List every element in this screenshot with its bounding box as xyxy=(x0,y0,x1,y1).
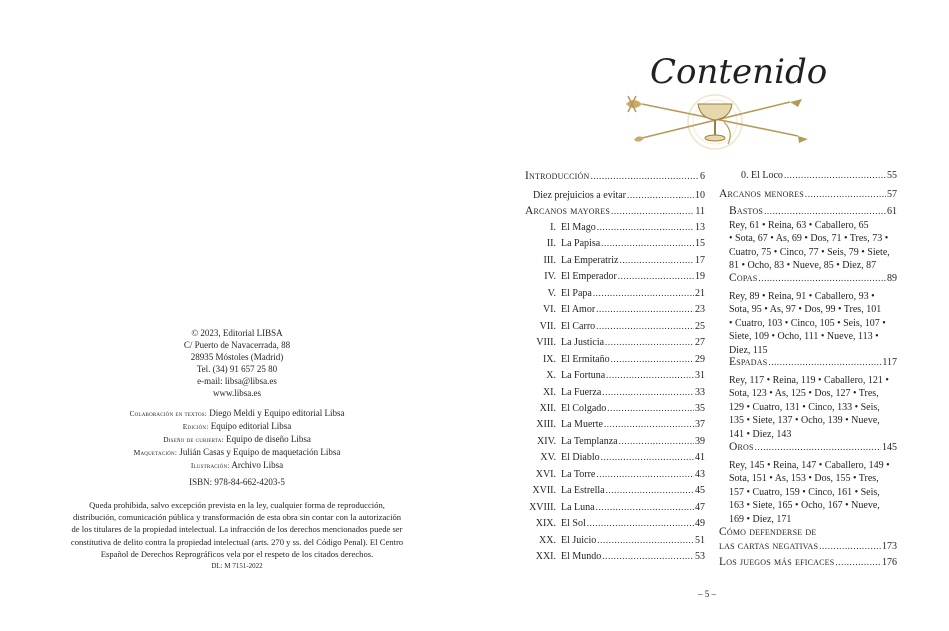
toc-page: 89 xyxy=(887,273,897,284)
roman-numeral: XIII. xyxy=(536,419,556,431)
roman-numeral: XXI. xyxy=(535,551,556,562)
entry-line: Cuatro, 75 • Cinco, 77 • Seis, 79 • Siete, xyxy=(729,246,890,258)
leader-dots xyxy=(618,271,694,281)
leader-dots xyxy=(593,288,694,298)
toc-label: Oros xyxy=(729,441,754,453)
leader-dots xyxy=(602,551,694,561)
credit-label: Maquetación: xyxy=(133,448,178,457)
toc-page: 39 xyxy=(695,435,705,447)
toc-page: 61 xyxy=(887,206,897,217)
entry-line: Sota, 95 • As, 97 • Dos, 99 • Tres, 101 xyxy=(729,304,882,316)
entry-line: Siete, 109 • Ocho, 111 • Nueve, 113 • xyxy=(729,331,879,343)
roman-numeral: VI. xyxy=(542,304,556,316)
toc-label: Introducción xyxy=(525,170,590,182)
toc-label xyxy=(520,255,618,266)
legal-notice xyxy=(0,499,474,572)
card-name: La Estrella xyxy=(561,485,605,497)
toc-label xyxy=(520,321,595,332)
toc-label xyxy=(520,304,595,315)
credit-value: Diego Meldi y Equipo editorial Libsa xyxy=(209,408,345,418)
toc-label: 0. El Loco xyxy=(741,170,783,181)
credit-line xyxy=(0,420,474,433)
toc-prejuicios[interactable] xyxy=(533,190,705,201)
publisher-info xyxy=(0,327,474,399)
toc-page: 37 xyxy=(695,419,705,431)
credit-label: Colaboración en textos: xyxy=(129,409,208,418)
legal-line: distribución, comunicación pública y transformación de esta obra sin contar con la autorización xyxy=(72,512,402,523)
leader-dots xyxy=(619,255,694,265)
credit-label: Ilustración: xyxy=(190,461,230,470)
leader-dots xyxy=(596,469,694,479)
roman-numeral: XI. xyxy=(542,386,556,398)
page-title: Contenido xyxy=(650,52,828,92)
card-name: El Colgado xyxy=(561,402,607,414)
toc-page: 31 xyxy=(695,370,705,382)
roman-numeral: XIV. xyxy=(537,435,556,447)
toc-page: 35 xyxy=(695,402,705,414)
toc-label xyxy=(520,288,592,299)
card-name: La Justicia xyxy=(561,337,605,349)
leader-dots xyxy=(597,535,694,545)
legal-deposit: DL: M 7151-2022 xyxy=(211,562,263,571)
entry-line: Sota, 123 • As, 125 • Dos, 127 • Tres, xyxy=(729,388,879,400)
publisher-address: C/ Puerto de Navacerrada, 88 xyxy=(183,340,291,350)
toc-label xyxy=(520,436,618,447)
credit-line xyxy=(0,407,474,420)
toc-page: 55 xyxy=(887,170,897,181)
roman-numeral: XVII. xyxy=(532,485,556,497)
credit-value: Julián Casas y Equipo de maquetación Libsa xyxy=(179,447,341,457)
card-name: La Papisa xyxy=(561,238,601,250)
toc-label xyxy=(520,370,605,381)
toc-label xyxy=(520,469,595,480)
toc-label xyxy=(520,403,606,414)
roman-numeral: XX. xyxy=(539,534,556,546)
toc-page: 43 xyxy=(695,468,705,480)
toc-label xyxy=(520,535,596,546)
copyright-line: © 2023, Editorial LIBSA xyxy=(191,328,283,338)
leader-dots xyxy=(764,206,886,216)
toc-major-arcana-item[interactable] xyxy=(520,370,705,381)
roman-numeral: XIX. xyxy=(535,518,556,530)
entry-line: 129 • Cuatro, 131 • Cinco, 133 • Seis, xyxy=(729,401,880,413)
leader-dots xyxy=(596,304,694,314)
credit-label: Diseño de cubierta: xyxy=(163,435,224,444)
publisher-email: e-mail: libsa@libsa.es xyxy=(197,376,277,386)
leader-dots xyxy=(768,357,881,367)
toc-major-arcana-item[interactable] xyxy=(520,419,705,430)
entry-line: • Sota, 67 • As, 69 • Dos, 71 • Tres, 73 • xyxy=(729,233,889,245)
card-name: El Carro xyxy=(561,320,596,332)
toc-label: Arcanos menores xyxy=(719,188,804,200)
toc-page: 17 xyxy=(695,254,705,266)
oros-entries xyxy=(729,459,890,526)
toc-label: Arcanos mayores xyxy=(525,205,611,217)
leader-dots xyxy=(784,170,886,180)
toc-page: 27 xyxy=(695,337,705,349)
leader-dots xyxy=(597,222,694,232)
leader-dots xyxy=(805,189,886,199)
leader-dots xyxy=(835,557,881,567)
roman-numeral: XII. xyxy=(539,402,556,414)
legal-line: de los titulares de la propiedad intelectual. La infracción de los derechos mencionados puede ser xyxy=(71,524,403,535)
toc-label xyxy=(520,387,601,398)
toc-major-arcana-item[interactable] xyxy=(520,321,705,332)
toc-label xyxy=(520,518,586,529)
toc-page: 41 xyxy=(695,452,705,464)
toc-label: Cómo defenderse de xyxy=(719,526,817,538)
entry-line: 163 • Siete, 165 • Ocho, 167 • Nueve, xyxy=(729,500,880,512)
toc-label xyxy=(520,337,604,348)
credit-line xyxy=(0,459,474,472)
toc-label xyxy=(520,551,601,562)
roman-numeral: X. xyxy=(546,370,556,382)
card-name: El Ermitaño xyxy=(561,353,610,365)
toc-page: 117 xyxy=(882,357,897,368)
toc-defenderse-line1[interactable] xyxy=(719,526,897,538)
toc-label xyxy=(520,485,605,496)
card-name: El Amor xyxy=(561,304,596,316)
toc-label xyxy=(520,452,600,463)
toc-page: 33 xyxy=(695,386,705,398)
roman-numeral: V. xyxy=(547,287,556,299)
entry-line: 169 • Diez, 171 xyxy=(729,513,792,525)
toc-page: 15 xyxy=(695,238,705,250)
card-name: La Fortuna xyxy=(561,370,606,382)
entry-line: • Cuatro, 103 • Cinco, 105 • Seis, 107 • xyxy=(729,317,886,329)
espadas-entries xyxy=(729,374,889,441)
toc-page: 23 xyxy=(695,304,705,316)
entry-line: 81 • Ocho, 83 • Nueve, 85 • Diez, 87 xyxy=(729,260,877,272)
leader-dots xyxy=(606,485,694,495)
toc-defenderse[interactable] xyxy=(719,540,897,552)
leader-dots xyxy=(755,442,881,452)
leader-dots xyxy=(627,190,694,200)
toc-bastos[interactable] xyxy=(729,205,897,217)
toc-page: 45 xyxy=(695,485,705,497)
card-name: La Emperatriz xyxy=(561,254,619,266)
chalice-swords-emblem-icon xyxy=(620,92,810,162)
roman-numeral: IV. xyxy=(544,271,556,283)
card-name: El Mundo xyxy=(561,551,602,562)
entry-line: Sota, 151 • As, 153 • Dos, 155 • Tres, xyxy=(729,473,879,485)
publisher-city: 28935 Móstoles (Madrid) xyxy=(190,352,284,362)
toc-label: Diez prejuicios a evitar xyxy=(533,190,627,201)
toc-major-arcana-item[interactable] xyxy=(520,255,705,266)
toc-page: 19 xyxy=(695,271,705,283)
toc-major-arcana-item[interactable] xyxy=(520,551,705,562)
entry-line: Diez, 115 xyxy=(729,344,768,356)
credit-line xyxy=(0,446,474,459)
toc-label xyxy=(520,502,595,513)
toc-oros[interactable] xyxy=(729,441,897,453)
toc-page: 49 xyxy=(695,518,705,530)
toc-arcanos-menores[interactable] xyxy=(719,188,897,200)
roman-numeral: IX. xyxy=(542,353,556,365)
publisher-website: www.libsa.es xyxy=(213,388,261,398)
card-name: La Muerte xyxy=(561,419,603,431)
toc-major-arcana-item[interactable] xyxy=(520,288,705,299)
leader-dots xyxy=(596,502,694,512)
copas-entries xyxy=(729,290,886,357)
toc-major-arcana-item[interactable] xyxy=(520,238,705,249)
legal-line: constitutiva de delito contra la propiedad intelectual (arts. 270 y ss. del Código Penal). El Centro xyxy=(70,536,404,547)
card-name: El Juicio xyxy=(561,534,597,546)
toc-major-arcana-item[interactable] xyxy=(520,452,705,463)
entry-line: Rey, 89 • Reina, 91 • Caballero, 93 • xyxy=(729,291,875,302)
credit-label: Edición: xyxy=(182,422,209,431)
leader-dots xyxy=(590,171,699,181)
card-name: La Templanza xyxy=(561,435,618,447)
roman-numeral: XVIII. xyxy=(529,501,556,513)
toc-major-arcana-item[interactable] xyxy=(520,469,705,480)
toc-page: 6 xyxy=(700,171,705,182)
roman-numeral: I. xyxy=(550,222,556,233)
toc-page: 53 xyxy=(695,551,705,562)
toc-page: 47 xyxy=(695,501,705,513)
legal-line: Español de Derechos Reprográficos vela por el respeto de los citados derechos. xyxy=(100,548,374,559)
toc-page: 29 xyxy=(695,353,705,365)
entry-line: 135 • Siete, 137 • Ocho, 139 • Nueve, xyxy=(729,415,880,427)
leader-dots xyxy=(601,238,694,248)
entry-line: Rey, 61 • Reina, 63 • Caballero, 65 xyxy=(729,220,869,231)
legal-line: Queda prohibida, salvo excepción prevista en la ley, cualquier forma de reproducción, xyxy=(89,500,385,510)
toc-label xyxy=(520,419,603,430)
toc-label xyxy=(520,222,596,233)
toc-major-arcana-item[interactable] xyxy=(520,436,705,447)
toc-label: Espadas xyxy=(729,356,768,368)
toc-page: 145 xyxy=(882,442,897,453)
toc-major-arcana-item[interactable] xyxy=(520,337,705,348)
toc-copas[interactable] xyxy=(729,272,897,284)
card-name: El Mago xyxy=(561,222,596,233)
toc-major-arcana-item[interactable] xyxy=(520,387,705,398)
page-number: – 5 – xyxy=(698,589,716,599)
publisher-phone: Tel. (34) 91 657 25 80 xyxy=(196,364,278,374)
toc-major-arcana-item[interactable] xyxy=(520,354,705,365)
card-name: La Luna xyxy=(561,501,595,513)
leader-dots xyxy=(596,321,694,331)
toc-major-arcana-item[interactable] xyxy=(520,502,705,513)
toc-page: 21 xyxy=(695,287,705,299)
leader-dots xyxy=(607,403,694,413)
roman-numeral: VIII. xyxy=(536,337,556,349)
toc-label xyxy=(520,354,610,365)
toc-label: las cartas negativas xyxy=(719,540,819,552)
leader-dots xyxy=(602,387,694,397)
card-name: El Emperador xyxy=(561,271,617,283)
leader-dots xyxy=(611,354,694,364)
roman-numeral: III. xyxy=(543,254,556,266)
leader-dots xyxy=(604,419,694,429)
toc-page: 51 xyxy=(695,534,705,546)
leader-dots xyxy=(587,518,694,528)
toc-major-arcana-item[interactable] xyxy=(520,222,705,233)
bastos-entries xyxy=(729,219,890,273)
toc-arcanos-mayores[interactable] xyxy=(525,205,705,217)
toc-page: 176 xyxy=(882,557,897,568)
roman-numeral: XV. xyxy=(540,452,556,464)
toc-major-arcana-item[interactable] xyxy=(520,403,705,414)
toc-page: 10 xyxy=(695,190,705,201)
leader-dots xyxy=(605,337,694,347)
credit-line xyxy=(0,433,474,446)
toc-page: 25 xyxy=(695,320,705,332)
toc-major-arcana-item[interactable] xyxy=(520,535,705,546)
leader-dots xyxy=(819,541,881,551)
leader-dots xyxy=(758,273,886,283)
isbn: ISBN: 978-84-662-4203-5 xyxy=(189,477,285,487)
toc-el-loco[interactable] xyxy=(741,170,897,181)
toc-label: Bastos xyxy=(729,205,764,217)
credit-value: Equipo de diseño Libsa xyxy=(226,434,311,444)
toc-major-arcana-item[interactable] xyxy=(520,304,705,315)
entry-line: Rey, 117 • Reina, 119 • Caballero, 121 • xyxy=(729,375,889,386)
toc-label xyxy=(520,238,600,249)
leader-dots xyxy=(619,436,694,446)
credit-value: Archivo Libsa xyxy=(231,460,284,470)
toc-label: Los juegos más eficaces xyxy=(719,556,835,568)
toc-page: 13 xyxy=(695,222,705,233)
toc-juegos[interactable] xyxy=(719,556,897,568)
toc-page: 173 xyxy=(882,541,897,552)
card-name: El Papa xyxy=(561,287,592,299)
card-name: La Torre xyxy=(561,468,596,480)
roman-numeral: XVI. xyxy=(535,468,556,480)
credits xyxy=(0,407,474,472)
card-name: El Diablo xyxy=(561,452,600,464)
roman-numeral: VII. xyxy=(539,320,556,332)
entry-line: 157 • Cuatro, 159 • Cinco, 161 • Seis, xyxy=(729,486,880,498)
toc-major-arcana-item[interactable] xyxy=(520,485,705,496)
roman-numeral: II. xyxy=(546,238,556,250)
leader-dots xyxy=(611,206,694,216)
toc-introduccion[interactable] xyxy=(525,170,705,182)
toc-page: 57 xyxy=(887,189,897,200)
leader-dots xyxy=(601,452,694,462)
toc-major-arcana-item[interactable] xyxy=(520,271,705,282)
entry-line: 141 • Diez, 143 xyxy=(729,428,792,440)
toc-major-arcana-item[interactable] xyxy=(520,518,705,529)
card-name: El Sol xyxy=(561,518,586,530)
toc-label xyxy=(520,271,617,282)
entry-line: Rey, 145 • Reina, 147 • Caballero, 149 • xyxy=(729,460,890,471)
toc-label: Copas xyxy=(729,272,758,284)
credit-value: Equipo editorial Libsa xyxy=(210,421,292,431)
card-name: La Fuerza xyxy=(561,386,602,398)
leader-dots xyxy=(606,370,694,380)
toc-espadas[interactable] xyxy=(729,356,897,368)
toc-page: 11 xyxy=(695,206,705,217)
